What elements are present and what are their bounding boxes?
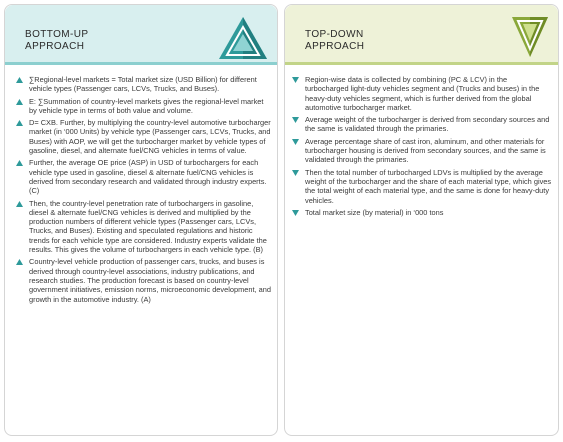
list-item: ∑Regional-level markets = Total market size (USD Billion) for different vehicle types (Passenger cars, LCVs, Trucks, and Buses). xyxy=(15,75,271,94)
bottom-up-panel xyxy=(4,4,278,436)
list-item: Region-wise data is collected by combining (PC & LCV) in the turbocharged light-duty vehicles segment and (Trucks and buses) in the heavy-duty vehicles segment, which is further derived from the global automotive turbocharger market. xyxy=(291,75,552,112)
list-item: Then the total number of turbocharged LDVs is multiplied by the average weight of the turbocharger and the share of each material type, which gives the total weight of each material type, and the same is done for heavy-duty vehicles. xyxy=(291,168,552,205)
up-triangle-bullet-icon xyxy=(16,77,23,83)
list-item: Average weight of the turbocharger is derived from secondary sources and the same is validated through the primaries. xyxy=(291,115,552,134)
bottom-up-header xyxy=(5,5,277,65)
list-item: Then, the country-level penetration rate of turbochargers in gasoline, diesel & alternate fuel/CNG vehicles is derived and multiplied by the production numbers of different vehicle types (Passenger cars, LCVs, Trucks, and Buses). Existing and speculated regulations and historic trends for each vehicle type are considered. Industry experts validate the results. This gives the volume of turbochargers in each vehicle type. (B) xyxy=(15,199,271,255)
top-down-panel xyxy=(284,4,559,436)
down-triangle-bullet-icon xyxy=(292,170,299,176)
list-item: D= CXB. Further, by multiplying the country-level automotive turbocharger market (in ‘000 Units) by vehicle type (Passenger cars, LCVs, Trucks, and Buses) with AOP, we will get the turbocharger market by vehicle types of gasoline, diesel, and alternate fuel/CNG vehicles in terms of value. xyxy=(15,118,271,155)
downward-triangle-icon xyxy=(510,15,550,59)
down-triangle-bullet-icon xyxy=(292,117,299,123)
list-item: Average percentage share of cast iron, aluminum, and other materials for turbocharger housing is derived from secondary sources, and the same is validated through the primaries. xyxy=(291,137,552,165)
down-triangle-bullet-icon xyxy=(292,77,299,83)
top-down-list xyxy=(285,75,558,220)
bottom-up-list xyxy=(5,75,277,307)
down-triangle-bullet-icon xyxy=(292,210,299,216)
list-item: Country-level vehicle production of passenger cars, trucks, and buses is derived through country-level associations, industry publications, and research studies. The production forecast is based on country-level government initiatives, emission norms, microeconomic development, and growth in the automotive industry. (A) xyxy=(15,257,271,303)
top-down-header xyxy=(285,5,558,65)
up-triangle-bullet-icon xyxy=(16,201,23,207)
up-triangle-bullet-icon xyxy=(16,120,23,126)
bottom-up-title: BOTTOM-UP APPROACH xyxy=(25,29,89,52)
top-down-title: TOP-DOWN APPROACH xyxy=(305,29,365,52)
list-item: Total market size (by material) in ‘000 tons xyxy=(291,208,552,217)
list-item: E: ∑Summation of country-level markets gives the regional-level market by vehicle type in terms of both value and volume. xyxy=(15,97,271,116)
down-triangle-bullet-icon xyxy=(292,139,299,145)
upward-triangle-icon xyxy=(217,15,269,61)
up-triangle-bullet-icon xyxy=(16,259,23,265)
list-item: Further, the average OE price (ASP) in USD of turbochargers for each vehicle type used in gasoline, diesel & alternate fuel/CNG vehicles is derived from secondary research and validated through industry experts. (C) xyxy=(15,158,271,195)
up-triangle-bullet-icon xyxy=(16,99,23,105)
up-triangle-bullet-icon xyxy=(16,160,23,166)
